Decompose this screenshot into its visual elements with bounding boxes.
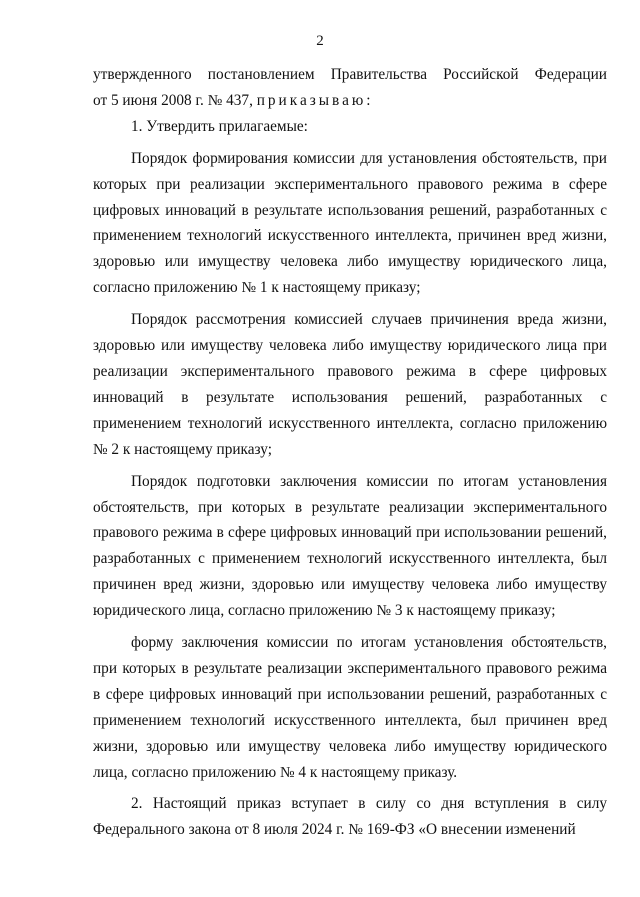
item-1-paragraph-c: Порядок подготовки заключения комиссии по итогам установления обстоятельств, при которых в результате реализации экспериментального правового режима в сфере цифровых инноваций при использовании решений, разработанных с применением технологий искусственного интеллекта, был причинен вред жизни, здоровью или имуществу человека либо имуществу юридического лица, согласно приложению № 3 к настоящему приказу;	[93, 472, 607, 620]
page-number: 2	[316, 33, 324, 49]
item-1-heading: 1. Утвердить прилагаемые:	[131, 117, 308, 135]
item-1-paragraph-b: Порядок рассмотрения комиссией случаев причинения вреда жизни, здоровью или имуществу человека либо имуществу юридического лица при реализации экспериментального правового режима в сфере цифровых инноваций в результате использования решений, разработанных с применением технологий искусственного интеллекта, согласно приложению № 2 к настоящему приказу;	[93, 311, 607, 458]
item-2-paragraph: 2. Настоящий приказ вступает в силу со дня вступления в силу Федерального закона от 8 июля 2024 г. № 169-ФЗ «О внесении изменений	[93, 795, 607, 839]
intro-line-2-prefix: от 5 июня 2008 г. № 437,	[93, 91, 257, 109]
intro-line-1: утвержденного постановлением Правительства Российской Федерации	[93, 66, 607, 83]
intro-line-2	[93, 88, 607, 114]
item-1-paragraph-a: Порядок формирования комиссии для установления обстоятельств, при которых при реализации экспериментального правового режима в сфере цифровых инноваций в результате использования решений, разработанных с применением технологий искусственного интеллекта, причинен вред жизни, здоровью или имуществу человека либо имуществу юридического лица, согласно приложению № 1 к настоящему приказу;	[93, 149, 607, 297]
document-body	[93, 62, 607, 843]
order-word: приказываю:	[256, 91, 374, 109]
item-1-paragraph-d: форму заключения комиссии по итогам установления обстоятельств, при которых в результате реализации экспериментального правового режима в сфере цифровых инноваций при использовании решений, разработанных с применением технологий искусственного интеллекта, был причинен вред жизни, здоровью или имуществу человека либо имуществу юридического лица, согласно приложению № 4 к настоящему приказу.	[93, 634, 607, 781]
